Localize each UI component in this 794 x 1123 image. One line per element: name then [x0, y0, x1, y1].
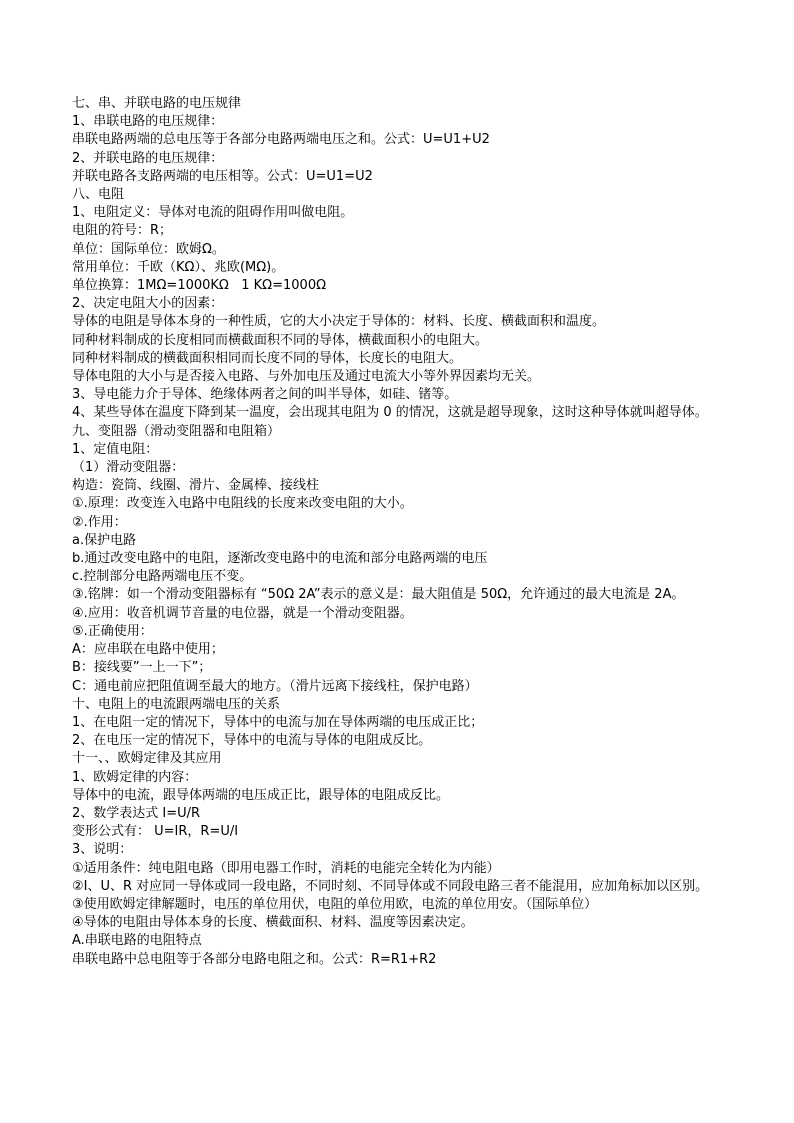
list-item: ①适用条件：纯电阻电路（即用电器工作时，消耗的电能完全转化为内能） [72, 860, 500, 876]
subheading: 2、决定电阻大小的因素： [72, 296, 224, 312]
paragraph: 导体中的电流，跟导体两端的电压成正比，跟导体的电阻成反比。 [72, 787, 450, 803]
paragraph: 2、数学表达式 I=U/R [72, 805, 201, 821]
paragraph: 4、某些导体在温度下降到某一温度，会出现其电阻为 0 的情况，这就是超导现象，这时这种导体就叫超导体。 [72, 405, 708, 421]
paragraph: 2、在电压一定的情况下，导体中的电流与导体的电阻成反比。 [72, 733, 432, 749]
paragraph: 并联电路各支路两端的电压相等。公式：U=U1=U2 [72, 168, 373, 184]
section-heading: 十一、、欧姆定律及其应用 [72, 751, 222, 767]
paragraph: 变形公式有： U=IR，R=U/I [72, 824, 239, 840]
subheading: 3、说明： [72, 842, 133, 858]
list-item: b.通过改变电路中的电阻，逐渐改变电路中的电流和部分电路两端的电压 [72, 551, 488, 567]
list-item: A：应串联在电路中使用； [72, 642, 224, 658]
subheading: （1）滑动变阻器： [72, 460, 185, 476]
section-heading: 七、串、并联电路的电压规律 [72, 96, 242, 111]
subheading: 2、并联电路的电压规律： [72, 150, 224, 166]
paragraph: ②.作用： [72, 514, 127, 530]
subheading: 1、定值电阻： [72, 441, 159, 457]
paragraph: 单位换算：1MΩ=1000KΩ 1 KΩ=1000Ω [72, 278, 327, 294]
section-heading: 九、变阻器（滑动变阻器和电阻箱） [72, 423, 281, 439]
document-page [72, 95, 732, 969]
paragraph: 同种材料制成的长度相同而横截面积不同的导体，横截面积小的电阻大。 [72, 332, 489, 348]
paragraph: 串联电路两端的总电压等于各部分电路两端电压之和。公式：U=U1+U2 [72, 132, 490, 148]
paragraph: ③.铭牌：如一个滑动变阻器标有 “50Ω 2A”表示的意义是：最大阻值是 50Ω，允许通过的最大电流是 2A。 [72, 587, 685, 603]
subheading: 1、欧姆定律的内容： [72, 769, 198, 785]
section-heading: 八、电阻 [72, 187, 125, 203]
subheading: 1、串联电路的电压规律： [72, 114, 224, 130]
list-item: ②I、U、R 对应同一导体或同一段电路，不同时刻、不同导体或不同段电路三者不能混用，应加角标加以区别。 [72, 878, 709, 894]
paragraph: 常用单位：千欧（KΩ）、兆欧(MΩ)。 [72, 259, 285, 275]
paragraph: ④.应用：收音机调节音量的电位器，就是一个滑动变阻器。 [72, 605, 413, 621]
paragraph: 同种材料制成的横截面积相同而长度不同的导体，长度长的电阻大。 [72, 350, 463, 366]
paragraph: 导体的电阻是导体本身的一种性质，它的大小决定于导体的：材料、长度、横截面积和温度。 [72, 314, 606, 330]
subheading: A.串联电路的电阻特点 [72, 933, 202, 949]
paragraph: 电阻的符号：R； [72, 223, 173, 239]
list-item: ③使用欧姆定律解题时，电压的单位用伏，电阻的单位用欧，电流的单位用安。（国际单位） [72, 896, 598, 912]
paragraph: ①.原理：改变连入电路中电阻线的长度来改变电阻的大小。 [72, 496, 413, 512]
paragraph: 1、电阻定义：导体对电流的阻碍作用叫做电阻。 [72, 205, 354, 221]
paragraph: 单位：国际单位：欧姆Ω。 [72, 241, 225, 257]
paragraph: 导体电阻的大小与是否接入电路、与外加电压及通过电流大小等外界因素均无关。 [72, 369, 541, 385]
list-item: B：接线要”一上一下”； [72, 660, 212, 676]
paragraph: 1、在电阻一定的情况下，导体中的电流与加在导体两端的电压成正比； [72, 714, 484, 730]
list-item: ④导体的电阻由导体本身的长度、横截面积、材料、温度等因素决定。 [72, 915, 474, 931]
paragraph: 3、导电能力介于导体、绝缘体两者之间的叫半导体，如硅、锗等。 [72, 387, 458, 403]
paragraph: 构造：瓷筒、线圈、滑片、金属棒、接线柱 [72, 478, 320, 494]
paragraph: 串联电路中总电阻等于各部分电路电阻之和。公式：R=R1+R2 [72, 951, 437, 967]
paragraph: ⑤.正确使用： [72, 623, 153, 639]
list-item: C：通电前应把阻值调至最大的地方。（滑片远离下接线柱，保护电路） [72, 678, 478, 694]
list-item: c.控制部分电路两端电压不变。 [72, 569, 253, 585]
section-heading: 十、电阻上的电流跟两端电压的关系 [72, 696, 281, 712]
list-item: a.保护电路 [72, 532, 137, 548]
